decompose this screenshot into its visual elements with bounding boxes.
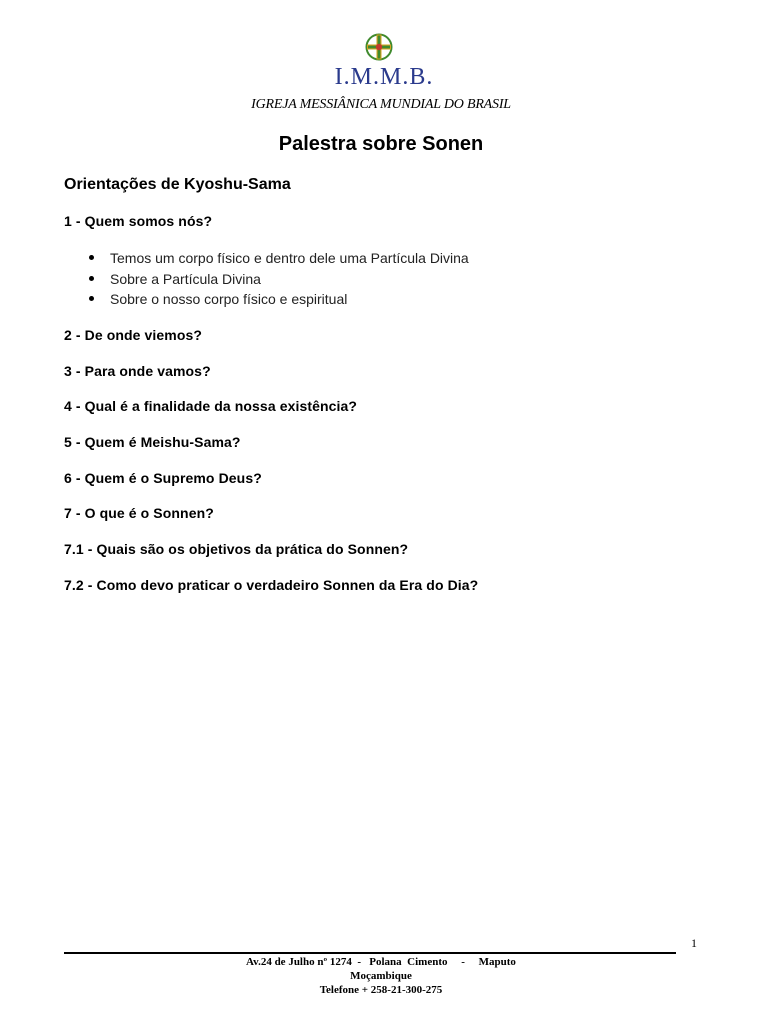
question-2: 2 - De onde viemos? <box>64 327 203 343</box>
bullet-text: Sobre o nosso corpo físico e espiritual <box>110 291 348 307</box>
bullet-list <box>64 249 469 311</box>
footer-address: Av.24 de Julho nº 1274 - Polana Cimento - Maputo <box>246 956 516 968</box>
org-full-name: IGREJA MESSIÂNICA MUNDIAL DO BRASIL <box>251 97 511 112</box>
question-7: 7 - O que é o Sonnen? <box>64 505 214 521</box>
bullet-text: Temos um corpo físico e dentro dele uma Partícula Divina <box>110 250 469 266</box>
cross-emblem-icon <box>364 33 394 61</box>
list-item <box>64 270 469 291</box>
footer-address-block <box>216 955 546 997</box>
footer-country: Moçambique <box>350 970 412 982</box>
question-3: 3 - Para onde vamos? <box>64 363 211 379</box>
bullet-dot <box>89 276 94 281</box>
document-subtitle: Orientações de Kyoshu-Sama <box>64 176 291 193</box>
page-number: 1 <box>691 936 697 950</box>
org-acronym: I.M.M.B. <box>334 64 434 90</box>
footer-phone: Telefone + 258-21-300-275 <box>319 984 443 996</box>
question-1: 1 - Quem somos nós? <box>64 213 213 229</box>
footer-divider <box>64 952 676 954</box>
question-5: 5 - Quem é Meishu-Sama? <box>64 434 241 450</box>
list-item <box>64 249 469 270</box>
question-7-2: 7.2 - Como devo praticar o verdadeiro Sonnen da Era do Dia? <box>64 577 479 593</box>
bullet-dot <box>89 255 94 260</box>
bullet-dot <box>89 296 94 301</box>
document-title: Palestra sobre Sonen <box>278 133 484 155</box>
bullet-text: Sobre a Partícula Divina <box>110 270 261 287</box>
list-item <box>64 290 469 311</box>
question-6: 6 - Quem é o Supremo Deus? <box>64 470 262 486</box>
question-7-1: 7.1 - Quais são os objetivos da prática do Sonnen? <box>64 541 409 557</box>
question-4: 4 - Qual é a finalidade da nossa existência? <box>64 398 358 414</box>
